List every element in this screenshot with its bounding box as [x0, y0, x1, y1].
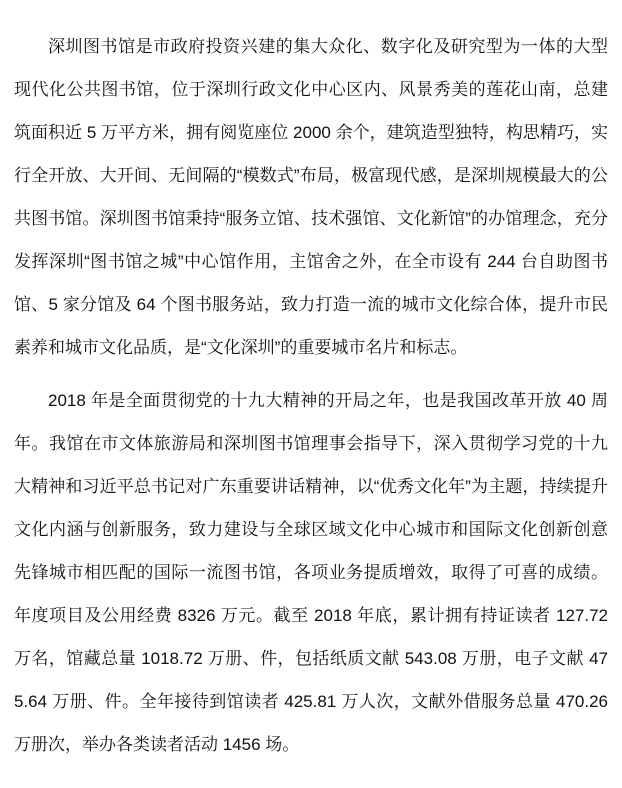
- paragraph-library-introduction: 深圳图书馆是市政府投资兴建的集大众化、数字化及研究型为一体的大型现代化公共图书馆，位于深圳行政文化中心区内、风景秀美的莲花山南，总建筑面积近 5 万平方米，拥有阅览座位 2000 余个，建筑造型独特，构思精巧，实行全开放、大开间、无间隔的“模数式”布局，极富现代感，是深圳规模最大的公共图书馆。深圳图书馆秉持“服务立馆、技术强馆、文化新馆”的办馆理念，充分发挥深圳“图书馆之城”中心馆作用，主馆舍之外，在全市设有 244 台自助图书馆、5 家分馆及 64 个图书服务站，致力打造一流的城市文化综合体，提升市民素养和城市文化品质，是“文化深圳”的重要城市名片和标志。: [14, 37, 608, 357]
- paragraph-2018-annual-summary: 2018 年是全面贯彻党的十九大精神的开局之年，也是我国改革开放 40 周年。我馆在市文体旅游局和深圳图书馆理事会指导下，深入贯彻学习党的十九大精神和习近平总书记对广东重要讲话精神，以“优秀文化年”为主题，持续提升文化内涵与创新服务，致力建设与全球区域文化中心城市和国际文化创新创意先锋城市相匹配的国际一流图书馆，各项业务提质增效，取得了可喜的成绩。年度项目及公用经费 8326 万元。截至 2018 年底，累计拥有持证读者 127.72 万名，馆藏总量 1018.72 万册、件，包括纸质文献 543.08 万册，电子文献 475.64 万册、件。全年接待到馆读者 425.81 万人次，文献外借服务总量 470.26 万册次，举办各类读者活动 1456 场。: [14, 391, 608, 754]
